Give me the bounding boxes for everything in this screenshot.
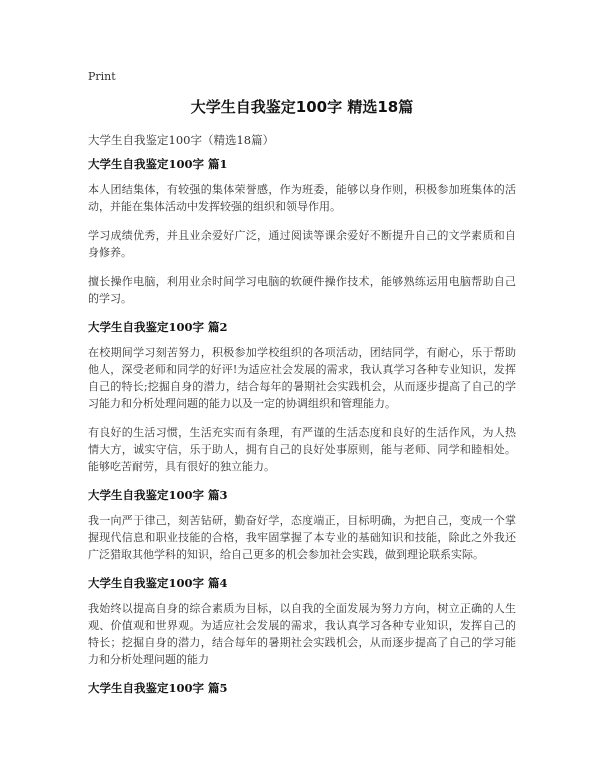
paragraph: 我一向严于律己，刻苦钻研，勤奋好学，态度端正，目标明确，为把自己，变成一个掌握现代信息和职业技能的合格，我牢固掌握了本专业的基础知识和技能，除此之外我还广泛猎取其他学科的知识，给自己更多的机会参加社会实践，做到理论联系实际。 <box>88 514 516 561</box>
section-3 <box>88 487 516 563</box>
section-heading: 大学生自我鉴定100字 篇3 <box>88 488 228 502</box>
paragraph: 本人团结集体，有较强的集体荣誉感，作为班委，能够以身作则，积极参加班集体的活动，并能在集体活动中发挥较强的组织和领导作用。 <box>88 183 516 213</box>
section-2 <box>88 319 516 475</box>
page-title: 大学生自我鉴定100字 精选18篇 <box>190 98 414 116</box>
section-1 <box>88 156 516 307</box>
section-heading: 大学生自我鉴定100字 篇5 <box>88 681 228 695</box>
paragraph: 有良好的生活习惯，生活充实而有条理，有严谨的生活态度和良好的生活作风，为人热情大方，诚实守信，乐于助人，拥有自己的良好处事原则，能与老师、同学和睦相处。能够吃苦耐劳，具有很好的独立能力。 <box>88 426 516 473</box>
section-heading: 大学生自我鉴定100字 篇2 <box>88 320 228 334</box>
paragraph: 擅长操作电脑，利用业余时间学习电脑的软硬件操作技术，能够熟练运用电脑帮助自己的学习。 <box>88 275 516 305</box>
document-content <box>88 156 516 705</box>
print-label: Print <box>88 70 116 83</box>
section-5 <box>88 680 516 697</box>
document-page <box>88 0 516 776</box>
section-heading: 大学生自我鉴定100字 篇4 <box>88 576 228 590</box>
paragraph: 学习成绩优秀，并且业余爱好广泛，通过阅读等课余爱好不断提升自己的文学素质和自身修养。 <box>88 229 516 259</box>
document-subtitle: 大学生自我鉴定100字（精选18篇） <box>88 133 275 147</box>
section-4 <box>88 575 516 668</box>
section-heading: 大学生自我鉴定100字 篇1 <box>88 157 228 171</box>
paragraph: 我始终以提高自身的综合素质为目标，以自我的全面发展为努力方向，树立正确的人生观、价值观和世界观。为适应社会发展的需求，我认真学习各种专业知识，发挥自己的特长；挖掘自身的潜力，结合每年的暑期社会实践机会，从而逐步提高了自己的学习能力和分析处理问题的能力 <box>88 602 516 666</box>
paragraph: 在校期间学习刻苦努力，积极参加学校组织的各项活动，团结同学，有耐心，乐于帮助他人，深受老师和同学的好评!为适应社会发展的需求，我认真学习各种专业知识，发挥自己的特长;挖掘自身的潜力，结合每年的暑期社会实践机会，从而逐步提高了自己的学习能力和分析处理问题的能力以及一定的协调组织和管理能力。 <box>88 346 516 410</box>
